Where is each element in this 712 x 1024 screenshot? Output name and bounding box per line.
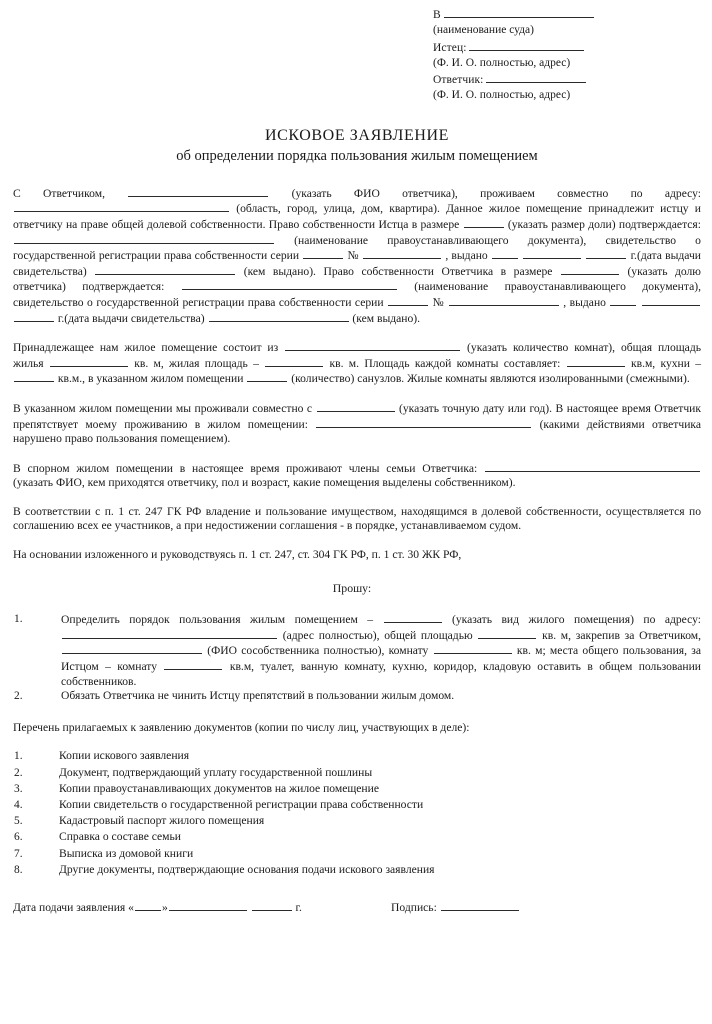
cert-issuer-blank-2[interactable] xyxy=(209,311,349,322)
living-area-blank[interactable] xyxy=(265,356,323,367)
p1-n: г.(дата выдачи свидетельства) xyxy=(57,311,205,325)
obstruction-details-blank[interactable] xyxy=(316,417,531,428)
defendant-name-blank[interactable] xyxy=(486,71,586,83)
request-list xyxy=(13,612,701,704)
p2-f: кв.м., в указанном жилом помещении xyxy=(57,372,244,386)
signature-block xyxy=(13,900,701,915)
defendant-fio-blank[interactable] xyxy=(128,186,268,197)
request-total-area-blank[interactable] xyxy=(478,628,536,639)
p1-c: (область, город, улица, дом, квартира). Данное жилое помещение принадлежит истцу и ответчику на праве общей долевой собственности. Право собственности Истца в размере xyxy=(13,202,701,231)
defendant-share-blank[interactable] xyxy=(561,264,619,275)
premises-type-blank[interactable] xyxy=(384,612,442,623)
p3-c: (какими действиями ответчика нарушено право пользования помещением). xyxy=(13,417,701,446)
plaintiff-name-blank[interactable] xyxy=(469,39,584,51)
cert-year-blank-1[interactable] xyxy=(586,248,626,259)
filing-date-prefix: Дата подачи заявления « xyxy=(13,901,134,915)
cert-series-blank-1[interactable] xyxy=(303,248,343,259)
paragraph-grounds: На основании изложенного и руководствуясь п. 1 ст. 247, ст. 304 ГК РФ, п. 1 ст. 30 ЖК РФ, xyxy=(13,548,462,562)
filing-date-suffix: г. xyxy=(295,901,302,915)
p2-b: (указать количество комнат), общая площадь жилья xyxy=(13,341,702,370)
request-item-1-text xyxy=(61,612,701,689)
cert-number-blank-2[interactable] xyxy=(449,295,559,306)
plaintiff-share-blank[interactable] xyxy=(464,217,504,228)
attachments-intro: Перечень прилагаемых к заявлению документов (копии по числу лиц, участвующих в деле): xyxy=(13,720,470,734)
p1-i: (кем выдано). Право собственности Ответчика в размере xyxy=(243,264,553,278)
attachment-item xyxy=(13,829,701,845)
signature-blank[interactable] xyxy=(441,900,519,911)
attachment-item-text: Копии искового заявления xyxy=(59,749,190,763)
attachment-item-text: Копии правоустанавливающих документов на жилое помещение xyxy=(59,781,379,795)
attachment-item-text: Документ, подтверждающий уплату государственной пошлины xyxy=(59,765,373,779)
filing-date-line xyxy=(13,901,302,914)
attachment-item-number: 1. xyxy=(14,750,23,763)
p2-c: кв. м, жилая площадь – xyxy=(134,356,259,370)
kitchen-area-blank[interactable] xyxy=(14,371,54,382)
attachment-item-number: 6. xyxy=(14,831,23,844)
p1-e: (наименование правоустанавливающего документа), свидетельство о государственной регистрации права собственности серии xyxy=(13,233,701,263)
defendant-label: Ответчик: xyxy=(433,74,484,87)
request-item-2 xyxy=(13,689,701,704)
rooms-count-blank[interactable] xyxy=(285,340,460,351)
cert-month-blank-1[interactable] xyxy=(523,248,581,259)
p1-l: № xyxy=(432,295,445,309)
attachment-item xyxy=(13,748,701,764)
attachment-item-text: Кадастровый паспорт жилого помещения xyxy=(59,814,265,828)
title-block xyxy=(13,126,701,166)
room-area-blank[interactable] xyxy=(567,356,625,367)
request-item-1-number: 1. xyxy=(14,613,23,626)
cert-issuer-blank-1[interactable] xyxy=(95,264,235,275)
court-label: В xyxy=(433,9,441,21)
cert-day-blank-1[interactable] xyxy=(492,248,518,259)
p2-g: (количество) санузлов. Жилые комнаты являются изолированными (смежными). xyxy=(291,372,690,386)
plaintiff-hint: (Ф. И. О. полностью, адрес) xyxy=(433,56,571,69)
paragraph-premises-description xyxy=(13,340,701,387)
paragraph-cohabitation xyxy=(13,401,701,447)
cert-number-blank-1[interactable] xyxy=(363,248,441,259)
attachment-item-number: 5. xyxy=(14,815,23,828)
p2-a: Принадлежащее нам жилое помещение состоит из xyxy=(13,341,279,355)
p1-o: (кем выдано). xyxy=(352,311,421,325)
addressee-block xyxy=(433,6,701,104)
p2-e: кв.м, кухни – xyxy=(630,356,702,370)
court-name-blank[interactable] xyxy=(444,6,594,18)
cert-year-blank-2[interactable] xyxy=(14,311,54,322)
total-area-blank[interactable] xyxy=(50,356,128,367)
coowner-fio-blank[interactable] xyxy=(62,643,202,654)
r1-e: (ФИО сособственника полностью), комнату xyxy=(207,644,429,658)
defendant-line xyxy=(433,71,701,88)
defendant-title-doc-blank[interactable] xyxy=(182,279,397,290)
attachment-item-number: 8. xyxy=(14,863,23,876)
cohabitation-date-blank[interactable] xyxy=(317,401,395,412)
plaintiff-line xyxy=(433,39,701,56)
page-title: ИСКОВОЕ ЗАЯВЛЕНИЕ xyxy=(264,126,450,144)
attachment-item xyxy=(13,781,701,797)
filing-date-mid: » xyxy=(161,901,168,915)
p4-a: В спорном жилом помещении в настоящее время проживают члены семьи Ответчика: xyxy=(13,461,478,475)
request-item-2-number: 2. xyxy=(14,690,23,703)
attachment-item xyxy=(13,765,701,781)
attachment-item-text: Другие документы, подтверждающие основания подачи искового заявления xyxy=(59,862,435,876)
attachment-item-text: Копии свидетельств о государственной регистрации права собственности xyxy=(59,798,424,812)
defendant-room-area-blank[interactable] xyxy=(434,643,512,654)
attachment-item xyxy=(13,862,701,878)
attachment-item-text: Справка о составе семьи xyxy=(59,830,181,844)
attachment-item xyxy=(13,797,701,813)
request-item-2-text: Обязать Ответчика не чинить Истцу препятствий в пользовании жилым домом. xyxy=(61,689,455,703)
attachment-item xyxy=(13,846,701,862)
cert-series-blank-2[interactable] xyxy=(388,295,428,306)
plaintiff-room-area-blank[interactable] xyxy=(164,659,222,670)
r1-f: кв. м; места общего пользования, за Истцом – комнату xyxy=(61,644,701,674)
filing-year-blank[interactable] xyxy=(252,900,292,911)
attachment-item-number: 3. xyxy=(14,782,23,795)
full-address-blank[interactable] xyxy=(62,628,277,639)
p1-h: г.(дата выдачи свидетельства) xyxy=(13,249,702,278)
request-heading: Прошу: xyxy=(332,580,372,595)
paragraph-ownership xyxy=(13,186,701,326)
r1-b: (указать вид жилого помещения) по адресу: xyxy=(451,613,701,627)
cert-day-blank-2[interactable] xyxy=(610,295,636,306)
family-members-blank[interactable] xyxy=(485,461,700,472)
r1-d: кв. м, закрепив за Ответчиком, xyxy=(542,628,702,642)
r1-a: Определить порядок пользования жилым помещением – xyxy=(61,613,374,627)
p4-b: (указать ФИО, кем приходятся ответчику, пол и возраст, какие помещения выделены собственником). xyxy=(13,476,516,490)
attachment-item-number: 4. xyxy=(14,799,23,812)
r1-c: (адрес полностью), общей площадью xyxy=(282,628,473,642)
p1-j: (указать долю ответчика) подтверждается: xyxy=(13,264,701,294)
p2-d: кв. м. Площадь каждой комнаты составляет: xyxy=(329,356,561,370)
p1-k: (наименование правоустанавливающего документа), свидетельство о государственной регистрации права собственности серии xyxy=(13,280,701,309)
court-hint: (наименование суда) xyxy=(433,24,534,37)
court-line xyxy=(433,6,701,23)
attachment-item xyxy=(13,813,701,829)
bathrooms-count-blank[interactable] xyxy=(247,371,287,382)
p1-a: С Ответчиком, xyxy=(13,186,105,200)
cert-month-blank-2[interactable] xyxy=(642,295,700,306)
filing-month-blank[interactable] xyxy=(169,900,247,911)
address-blank[interactable] xyxy=(14,201,229,212)
page-subtitle: об определении порядка пользования жилым помещением xyxy=(176,147,538,164)
request-item-1 xyxy=(13,612,701,689)
signature-label: Подпись: xyxy=(391,901,437,915)
attachments-list xyxy=(13,748,701,878)
paragraph-legal-basis: В соответствии с п. 1 ст. 247 ГК РФ владение и пользование имуществом, находящимся в долевой собственности, осуществляется по соглашению всех ее участников, а при недостижении соглашения - в порядке, устанавливаемом судом. xyxy=(13,504,701,533)
p1-g: , выдано xyxy=(445,249,488,263)
p3-a: В указанном жилом помещении мы проживали совместно с xyxy=(13,401,313,415)
r1-g: кв.м, туалет, ванную комнату, кухню, коридор, кладовую оставить в общем пользовании собственников. xyxy=(61,660,702,688)
filing-day-blank[interactable] xyxy=(135,900,161,911)
signature-line xyxy=(391,900,520,915)
plaintiff-title-doc-blank[interactable] xyxy=(14,233,274,244)
p1-b: (указать ФИО ответчика), проживаем совместно по адресу: xyxy=(291,186,701,200)
paragraph-family-members xyxy=(13,461,701,491)
p1-f: № xyxy=(347,249,359,263)
defendant-hint: (Ф. И. О. полностью, адрес) xyxy=(433,89,571,102)
attachment-item-number: 7. xyxy=(14,847,23,860)
p1-m: , выдано xyxy=(563,295,606,309)
attachment-item-text: Выписка из домовой книги xyxy=(59,846,194,860)
document-body xyxy=(13,186,701,915)
p1-d: (указать размер доли) подтверждается: xyxy=(507,217,701,231)
p3-b: (указать точную дату или год). В настоящее время Ответчик препятствует моему проживанию в жилом помещении: xyxy=(13,401,701,431)
attachment-item-number: 2. xyxy=(14,766,23,779)
plaintiff-label: Истец: xyxy=(433,41,467,54)
